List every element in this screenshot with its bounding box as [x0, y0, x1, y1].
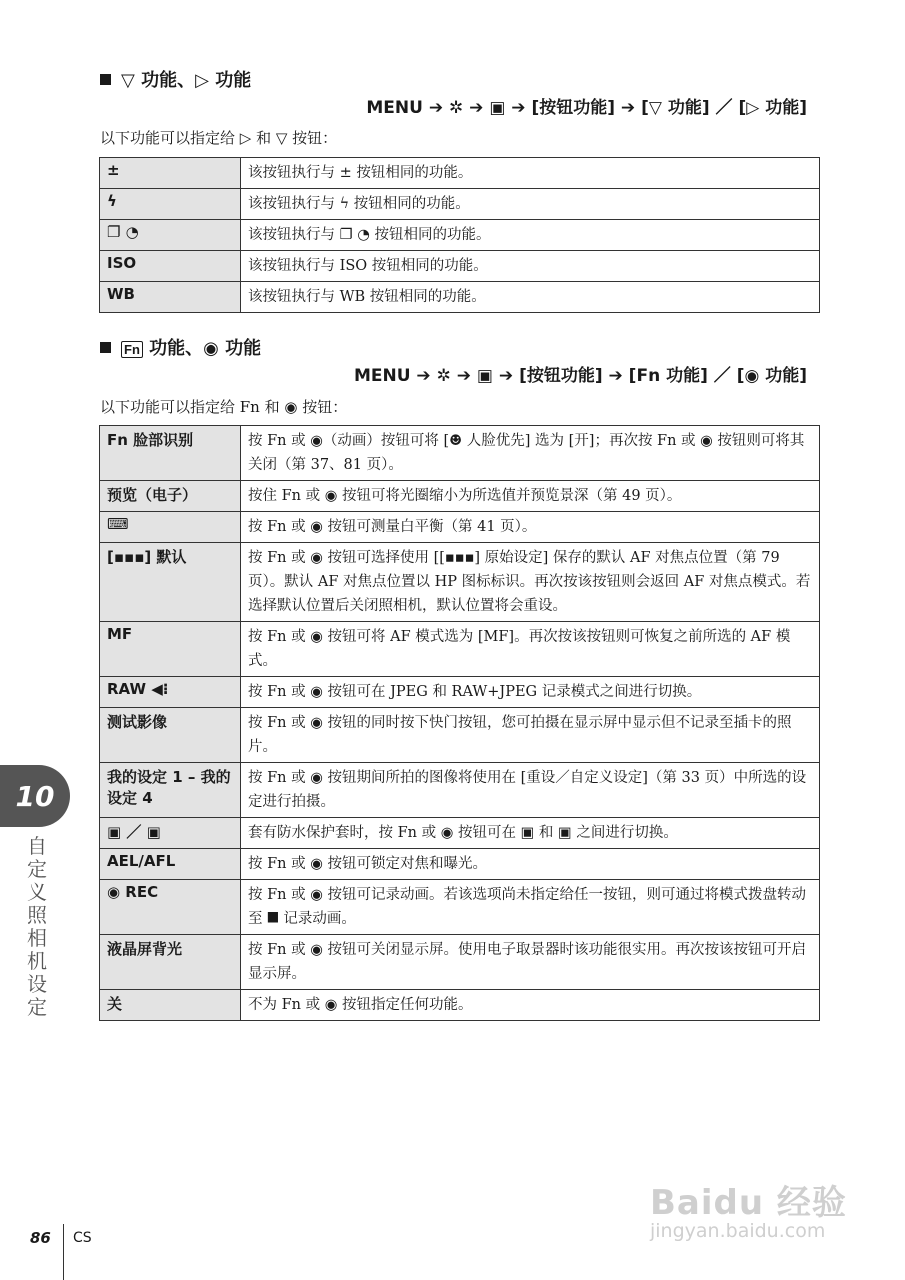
function-key: WB — [100, 282, 241, 313]
section1-table — [99, 157, 820, 313]
function-desc: 按 Fn 或 ◉ 按钮可记录动画。若该选项尚未指定给任一按钮，则可通过将模式拨盘转动至 ⯀ 记录动画。 — [241, 880, 820, 935]
function-desc: 该按钮执行与 ❐ ◔ 按钮相同的功能。 — [241, 220, 820, 251]
square-bullet-icon — [100, 342, 111, 353]
section1-title: ▽ 功能、▷ 功能 — [121, 70, 252, 91]
page-number: 86 — [30, 1229, 51, 1247]
section1-menu-path: MENU ➔ ✲ ➔ ▣ ➔ [按钮功能] ➔ [▽ 功能] ／ [▷ 功能] — [366, 98, 807, 118]
function-desc: 该按钮执行与 ISO 按钮相同的功能。 — [241, 251, 820, 282]
function-key: 关 — [100, 990, 241, 1021]
function-desc: 该按钮执行与 WB 按钮相同的功能。 — [241, 282, 820, 313]
function-key: 测试影像 — [100, 708, 241, 763]
table-row — [100, 708, 820, 763]
function-key: MF — [100, 622, 241, 677]
table-row — [100, 251, 820, 282]
square-bullet-icon — [100, 74, 111, 85]
function-key: ϟ — [100, 189, 241, 220]
table-row — [100, 512, 820, 543]
table-row — [100, 990, 820, 1021]
chapter-tab: 10 — [0, 765, 70, 827]
table-row — [100, 282, 820, 313]
function-desc: 按 Fn 或 ◉ 按钮可将 AF 模式选为 [MF]。再次按该按钮则可恢复之前所选的 AF 模式。 — [241, 622, 820, 677]
function-desc: 按住 Fn 或 ◉ 按钮可将光圈缩小为所选值并预览景深（第 49 页）。 — [241, 481, 820, 512]
watermark-url: jingyan.baidu.com — [650, 1220, 826, 1242]
function-desc: 按 Fn 或 ◉ 按钮可选择使用 [[▪▪▪] 原始设定] 保存的默认 AF 对焦点位置（第 79 页）。默认 AF 对焦点位置以 HP 图标标识。再次按该按钮则会返回 AF 对焦点模式。若选择默认位置后关闭照相机，默认位置将会重设。 — [241, 543, 820, 622]
function-desc: 按 Fn 或 ◉ 按钮可在 JPEG 和 RAW+JPEG 记录模式之间进行切换。 — [241, 677, 820, 708]
function-desc: 按 Fn 或 ◉ 按钮的同时按下快门按钮，您可拍摄在显示屏中显示但不记录至插卡的照片。 — [241, 708, 820, 763]
function-key: AEL/AFL — [100, 849, 241, 880]
table-row — [100, 158, 820, 189]
function-desc: 该按钮执行与 ϟ 按钮相同的功能。 — [241, 189, 820, 220]
section1-intro: 以下功能可以指定给 ▷ 和 ▽ 按钮： — [100, 129, 338, 147]
table-row — [100, 481, 820, 512]
watermark — [650, 1175, 847, 1242]
table-row — [100, 935, 820, 990]
function-desc: 套有防水保护套时，按 Fn 或 ◉ 按钮可在 ▣ 和 ▣ 之间进行切换。 — [241, 818, 820, 849]
function-key: [▪▪▪] 默认 — [100, 543, 241, 622]
section2-title: 功能、◉ 功能 — [142, 338, 262, 359]
section2-menu-path: MENU ➔ ✲ ➔ ▣ ➔ [按钮功能] ➔ [Fn 功能] ／ [◉ 功能] — [353, 366, 807, 386]
table-row — [100, 189, 820, 220]
function-key: ⌨ — [100, 512, 241, 543]
table-row — [100, 880, 820, 935]
table-row — [100, 426, 820, 481]
function-desc: 按 Fn 或 ◉ 按钮可测量白平衡（第 41 页）。 — [241, 512, 820, 543]
function-key: ❐ ◔ — [100, 220, 241, 251]
function-desc: 不为 Fn 或 ◉ 按钮指定任何功能。 — [241, 990, 820, 1021]
language-code: CS — [73, 1230, 92, 1246]
function-key: 我的设定 1 – 我的设定 4 — [100, 763, 241, 818]
table-row — [100, 543, 820, 622]
fn-button-icon: Fn — [121, 341, 143, 358]
function-key: Fn 脸部识别 — [100, 426, 241, 481]
function-key: ± — [100, 158, 241, 189]
function-key: RAW ◀⁝ — [100, 677, 241, 708]
function-desc: 按 Fn 或 ◉（动画）按钮可将 [☻ 人脸优先] 选为 [开]；再次按 Fn 或 ◉ 按钮则可将其关闭（第 37、81 页）。 — [241, 426, 820, 481]
function-key: ISO — [100, 251, 241, 282]
section1-heading — [100, 66, 251, 92]
section2-table — [99, 425, 820, 1021]
table-row — [100, 849, 820, 880]
function-desc: 该按钮执行与 ± 按钮相同的功能。 — [241, 158, 820, 189]
section2-intro: 以下功能可以指定给 Fn 和 ◉ 按钮： — [100, 398, 348, 416]
function-desc: 按 Fn 或 ◉ 按钮可关闭显示屏。使用电子取景器时该功能很实用。再次按该按钮可开启显示屏。 — [241, 935, 820, 990]
function-desc: 按 Fn 或 ◉ 按钮期间所拍的图像将使用在 [重设／自定义设定]（第 33 页）中所选的设定进行拍摄。 — [241, 763, 820, 818]
function-desc: 按 Fn 或 ◉ 按钮可锁定对焦和曝光。 — [241, 849, 820, 880]
table-row — [100, 220, 820, 251]
chapter-label: 自定义照相机设定 — [27, 834, 47, 1019]
footer-divider — [63, 1224, 64, 1280]
table-row — [100, 763, 820, 818]
table-row — [100, 622, 820, 677]
function-key: ▣ ／ ▣ — [100, 818, 241, 849]
section2-heading — [100, 334, 261, 360]
function-key: ◉ REC — [100, 880, 241, 935]
watermark-logo: Baidu 经验 — [650, 1183, 847, 1223]
table-row — [100, 818, 820, 849]
table-row — [100, 677, 820, 708]
function-key: 液晶屏背光 — [100, 935, 241, 990]
function-key: 预览（电子） — [100, 481, 241, 512]
